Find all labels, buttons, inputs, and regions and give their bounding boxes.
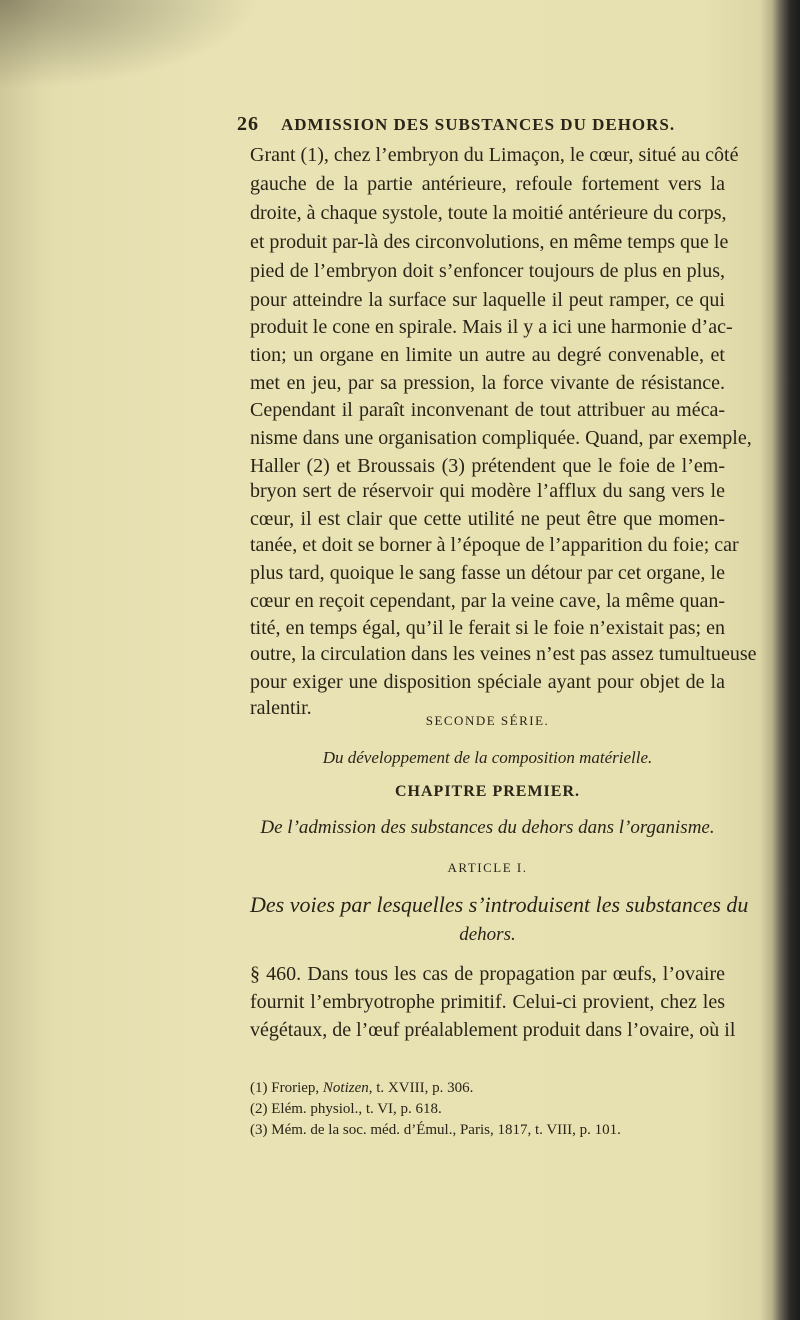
body-line: ralentir. — [250, 697, 312, 719]
body-line: outre, la circulation dans les veines n’est pas assez tumultueuse — [250, 643, 757, 665]
footnote — [250, 1100, 442, 1118]
body-line: nisme dans une organisation compliquée. Quand, par exemple, — [250, 427, 752, 449]
series-subtitle: Du développement de la composition matérielle. — [322, 748, 653, 767]
body-line: pour exiger une disposition spéciale ayant pour objet de la — [250, 671, 725, 693]
page-number: 26 — [237, 113, 259, 135]
body-line: pied de l’embryon doit s’enfoncer toujours de plus en plus, — [250, 260, 725, 282]
body-line: pour atteindre la surface sur laquelle il peut ramper, ce qui — [250, 289, 725, 311]
running-title: ADMISSION DES SUBSTANCES DU DEHORS. — [281, 115, 676, 134]
footnote — [250, 1121, 621, 1139]
body-line: droite, à chaque systole, toute la moitié antérieure du corps, — [250, 202, 727, 224]
scan-shadow — [0, 0, 260, 90]
article-title-line-2: dehors. — [459, 924, 516, 945]
article-title-line-1: Des voies par lesquelles s’introduisent les substances du — [250, 892, 749, 917]
footnote-italic: Notizen — [322, 1080, 369, 1096]
body-line: produit le cone en spirale. Mais il y a ici une harmonie d’ac- — [250, 316, 733, 338]
footnote-post: , t. XVIII, p. 306. — [368, 1080, 474, 1096]
page-edge-left — [0, 0, 40, 1320]
footnote-pre: (3) Mém. de la soc. méd. d’Émul., Paris, 1817, t. VIII, p. 101. — [250, 1122, 621, 1138]
body-line: gauche de la partie antérieure, refoule fortement vers la — [250, 173, 725, 195]
chapter-subtitle: De l’admission des substances du dehors dans l’organisme. — [260, 817, 715, 838]
section-line: végétaux, de l’œuf préalablement produit dans l’ovaire, où il — [250, 1019, 736, 1041]
body-line: tité, en temps égal, qu’il le ferait si le foie n’existait pas; en — [250, 617, 725, 639]
footnote-pre: (2) Elém. physiol., t. VI, p. 618. — [250, 1101, 442, 1117]
body-line: met en jeu, par sa pression, la force vivante de résistance. — [250, 372, 725, 394]
running-head — [237, 113, 675, 136]
body-line: tanée, et doit se borner à l’époque de l’apparition du foie; car — [250, 534, 739, 556]
body-line: Cependant il paraît inconvenant de tout attribuer au méca- — [250, 399, 725, 421]
body-line: Grant (1), chez l’embryon du Limaçon, le cœur, situé au côté — [250, 144, 739, 166]
section-line: fournit l’embryotrophe primitif. Celui-ci provient, chez les — [250, 991, 725, 1013]
article-heading: ARTICLE I. — [447, 860, 528, 875]
footnote — [250, 1079, 473, 1097]
body-line: Haller (2) et Broussais (3) prétendent que le foie de l’em- — [250, 455, 725, 477]
body-line: et produit par-là des circonvolutions, en même temps que le — [250, 231, 729, 253]
body-line: bryon sert de réservoir qui modère l’afflux du sang vers le — [250, 480, 725, 502]
body-line: cœur, il est clair que cette utilité ne peut être que momen- — [250, 508, 725, 530]
body-line: tion; un organe en limite un autre au degré convenable, et — [250, 344, 725, 366]
section-line: § 460. Dans tous les cas de propagation par œufs, l’ovaire — [250, 963, 725, 985]
body-line: cœur en reçoit cependant, par la veine cave, la même quan- — [250, 590, 725, 612]
chapter-heading: CHAPITRE PREMIER. — [394, 783, 580, 800]
body-line: plus tard, quoique le sang fasse un détour par cet organe, le — [250, 562, 725, 584]
footnote-pre: (1) Froriep, — [250, 1080, 323, 1096]
series-heading: SECONDE SÉRIE. — [425, 713, 550, 728]
